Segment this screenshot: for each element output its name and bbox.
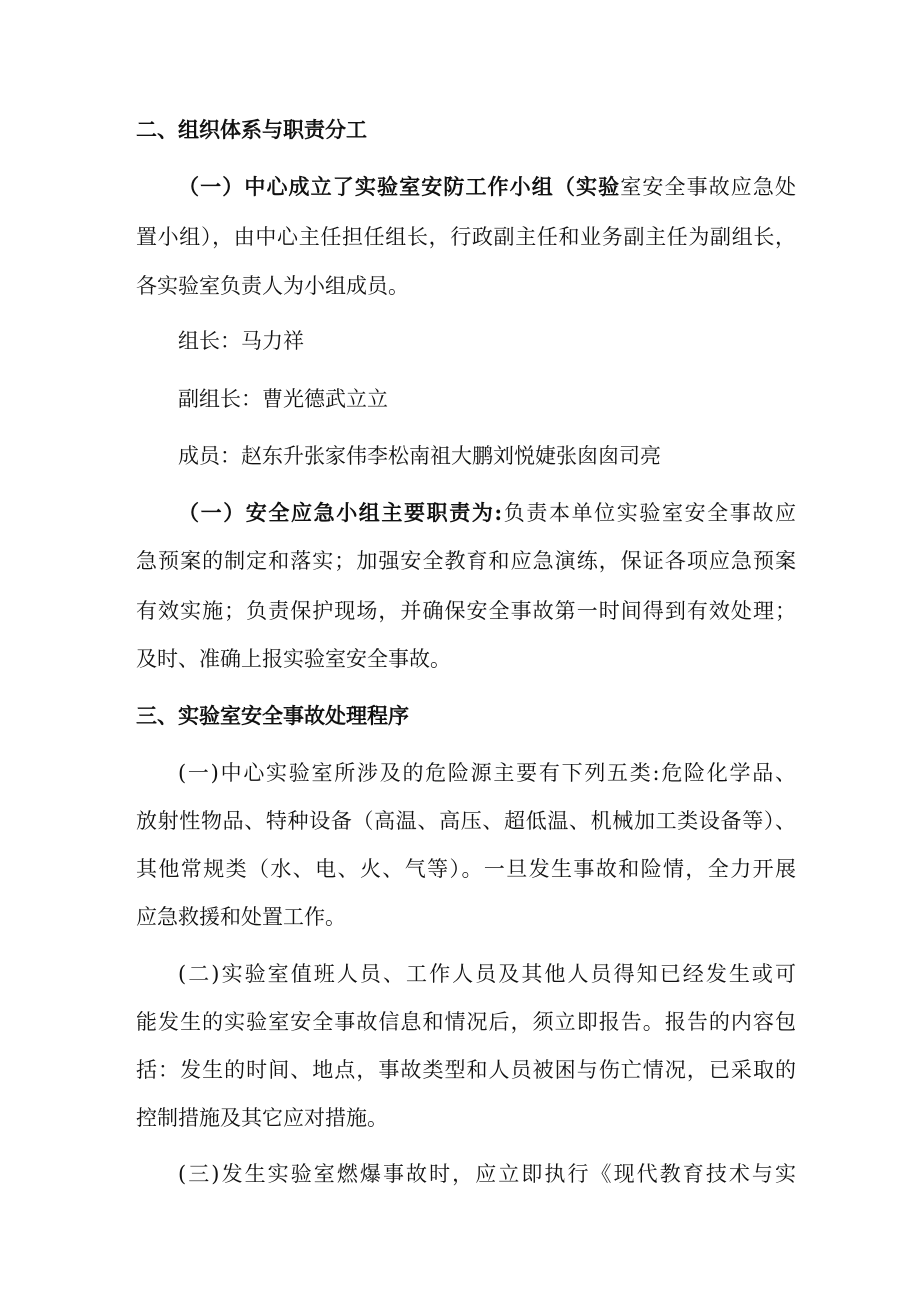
para-2-bold-lead: （一）安全应急小组主要职责为: — [178, 500, 503, 525]
para-1-bold-lead: （一）中心成立了实验室安防工作小组（实验 — [178, 174, 621, 199]
section-3-para-2-line-4: 控制措施及其它应对措施。 — [136, 1106, 388, 1130]
section-2-para-2-line-3: 有效实施；负责保护现场，并确保安全事故第一时间得到有效处理； — [136, 599, 796, 623]
section-3-para-3-line-1: (三)发生实验室燃爆事故时，应立即执行《现代教育技术与实 — [178, 1162, 796, 1186]
section-3-para-1-line-2: 放射性物品、特种设备（高温、高压、超低温、机械加工类设备等）、 — [136, 809, 796, 833]
section-2-para-1-line-1 — [178, 172, 796, 202]
section-3-heading: 三、实验室安全事故处理程序 — [136, 703, 409, 728]
section-2-para-1-line-2: 置小组），由中心主任担任组长，行政副主任和业务副主任为副组长， — [136, 225, 796, 249]
section-3-para-1-line-1: (一)中心实验室所涉及的危险源主要有下列五类:危险化学品、 — [178, 761, 796, 785]
section-3-para-2-line-2: 能发生的实验室安全事故信息和情况后，须立即报告。报告的内容包 — [136, 1010, 796, 1034]
para-2-line-1-rest: 负责本单位实验室安全事故应 — [502, 501, 796, 525]
section-2-para-2-line-4: 及时、准确上报实验室安全事故。 — [136, 647, 451, 671]
section-3-para-1-line-4: 应急救援和处置工作。 — [136, 905, 346, 929]
section-2-para-1-line-3: 各实验室负责人为小组成员。 — [136, 274, 409, 298]
vice-leader-line: 副组长：曹光德武立立 — [178, 387, 388, 411]
section-3-para-2-line-1: (二)实验室值班人员、工作人员及其他人员得知已经发生或可 — [178, 962, 796, 986]
section-2-heading: 二、组织体系与职责分工 — [136, 117, 367, 142]
section-3-para-2-line-3: 括：发生的时间、地点，事故类型和人员被困与伤亡情况，已采取的 — [136, 1058, 796, 1082]
section-2-para-2-line-2: 急预案的制定和落实；加强安全教育和应急演练，保证各项应急预案 — [136, 549, 796, 573]
section-2-para-2-line-1 — [178, 498, 796, 528]
para-1-line-1-rest: 室安全事故应急处 — [620, 175, 796, 199]
section-3-para-1-line-3: 其他常规类（水、电、火、气等）。一旦发生事故和险情，全力开展 — [136, 857, 796, 881]
leader-line: 组长：马力祥 — [178, 329, 304, 353]
members-line: 成员：赵东升张家伟李松南祖大鹏刘悦婕张囱囱司亮 — [178, 444, 661, 468]
